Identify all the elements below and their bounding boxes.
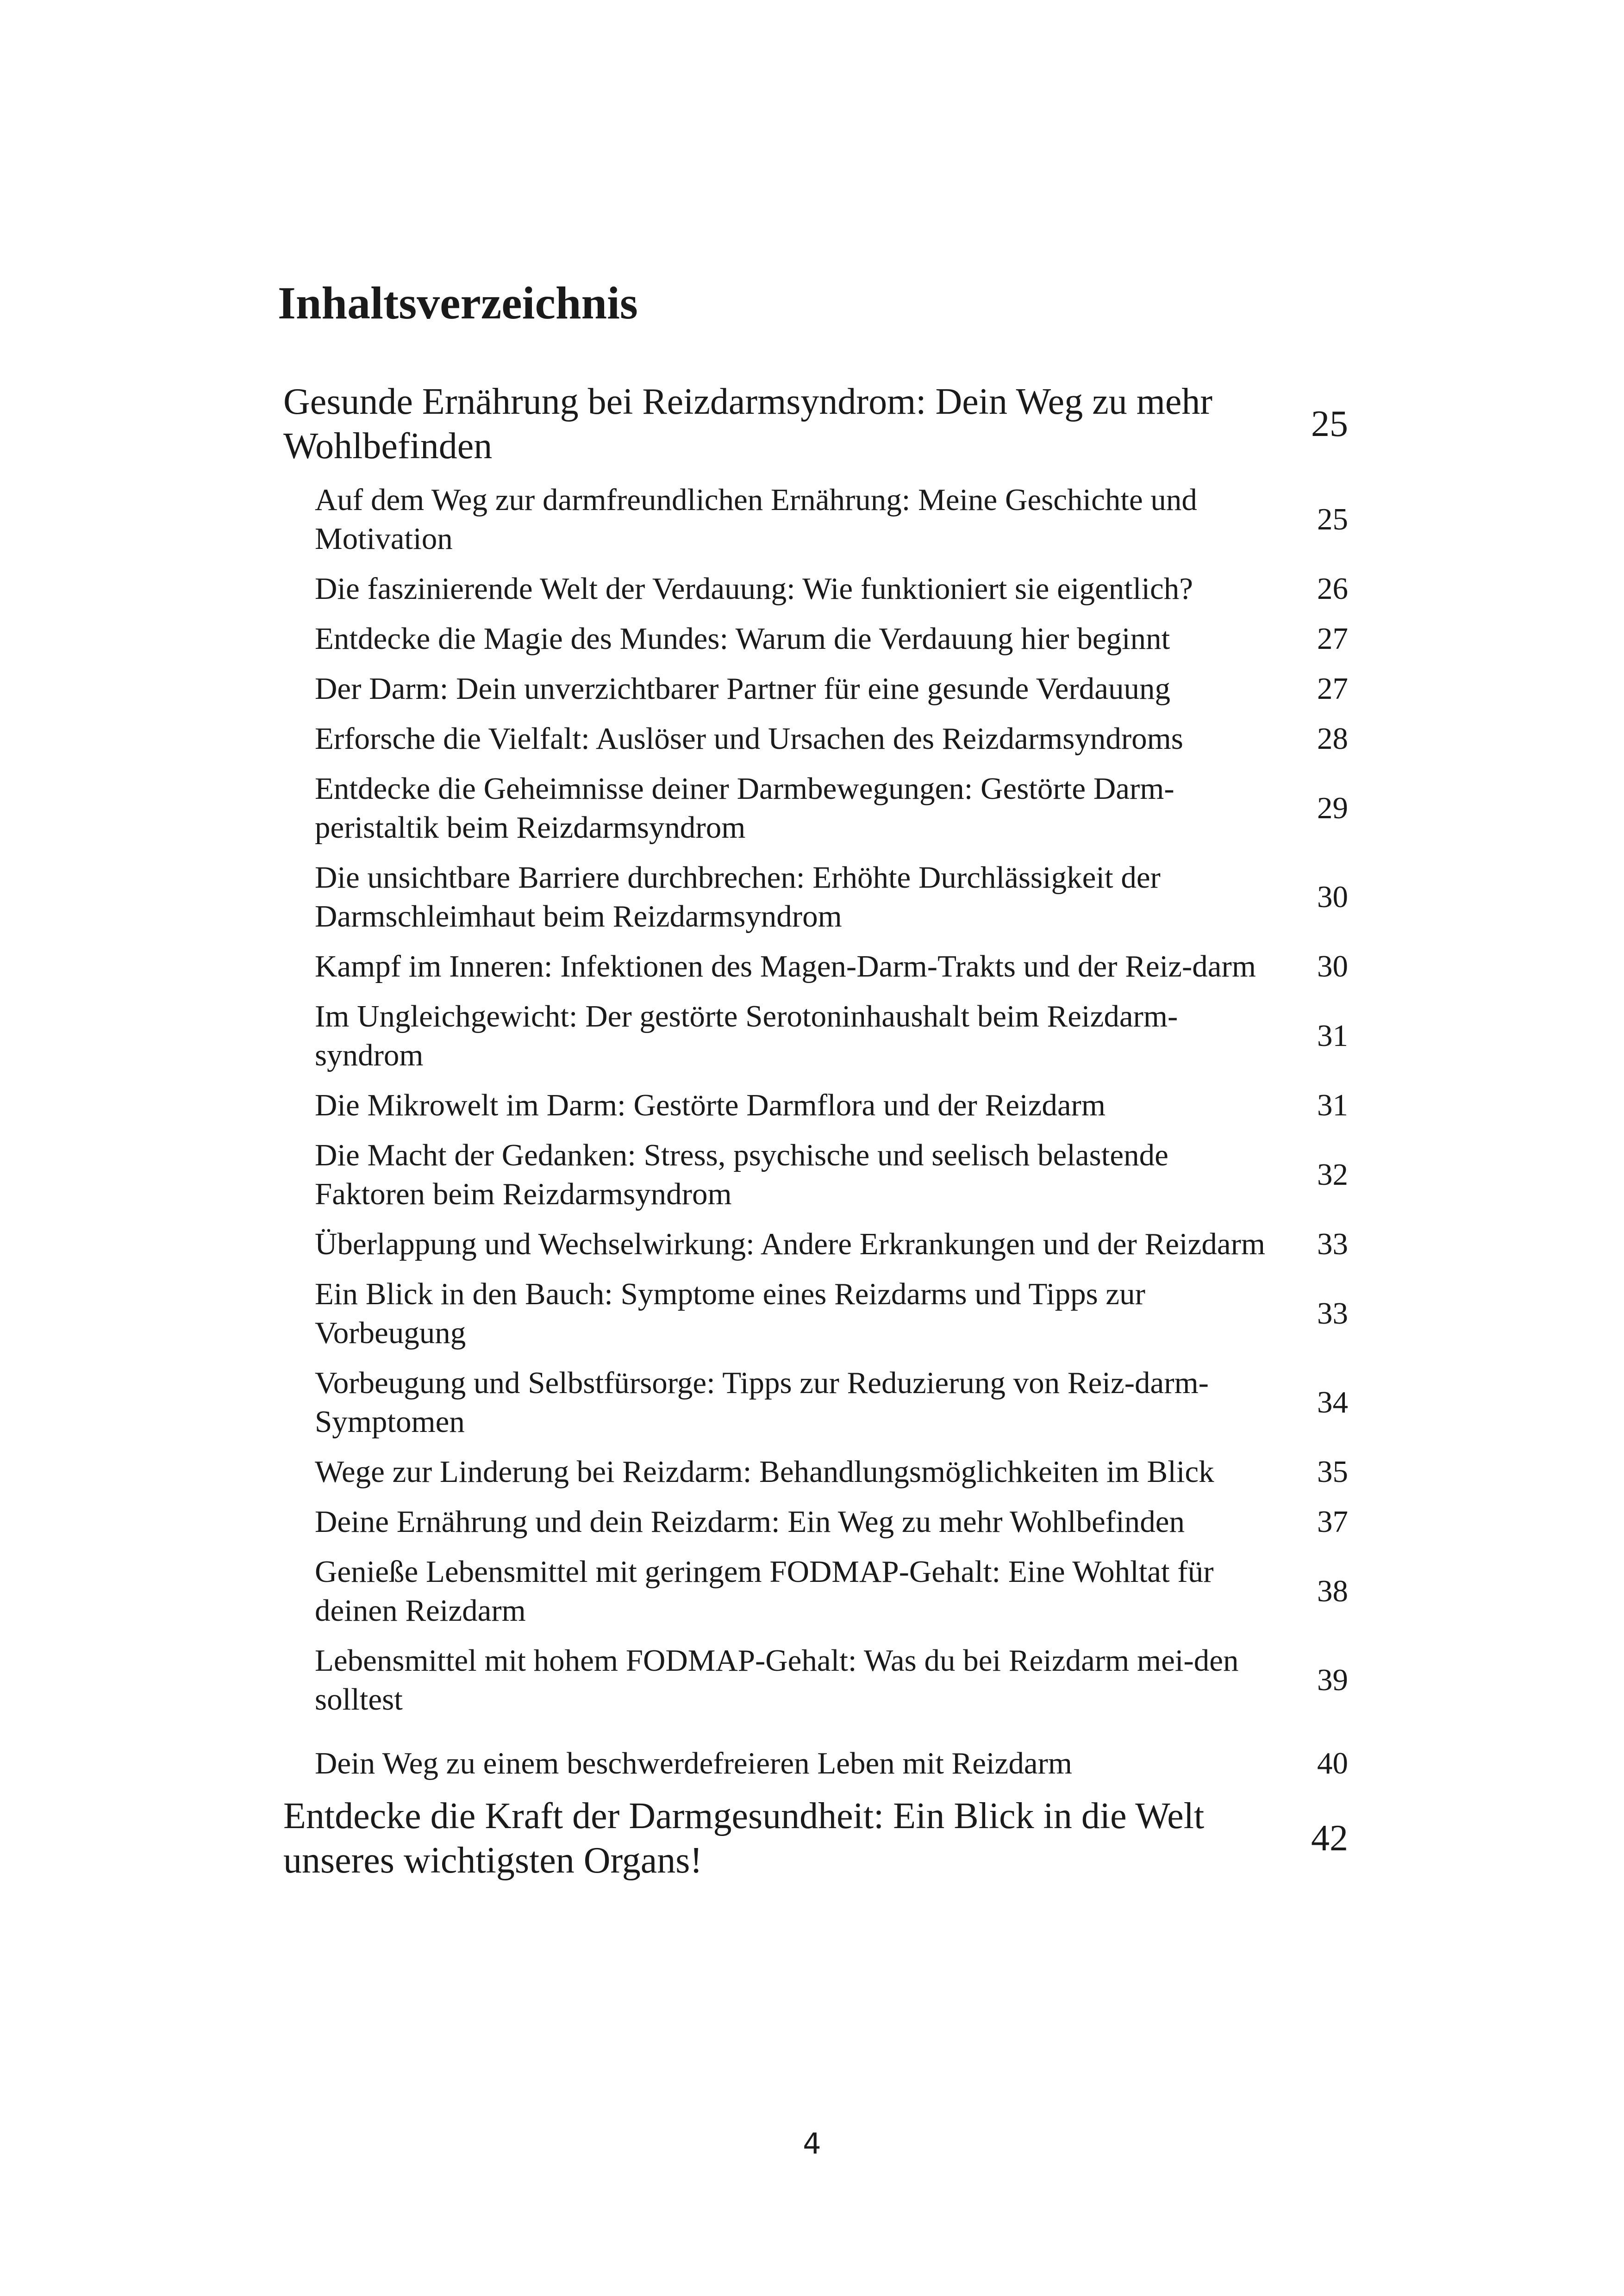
toc-entry-title: Entdecke die Magie des Mundes: Warum die Verdauung hier beginnt xyxy=(315,622,1170,656)
toc-entry-page: 35 xyxy=(1317,1455,1348,1489)
toc-entry-title: Lebensmittel mit hohem FODMAP-Gehalt: Was du bei Reizdarm mei-den solltest xyxy=(315,1643,1239,1717)
toc-entry-page: 28 xyxy=(1317,722,1348,756)
toc-entry-title: Auf dem Weg zur darmfreundlichen Ernährung: Meine Geschichte und Motivation xyxy=(315,483,1197,556)
toc-entry-title: Die Mikrowelt im Darm: Gestörte Darmflora und der Reizdarm xyxy=(315,1088,1106,1122)
toc-entry-page: 25 xyxy=(1311,404,1348,444)
toc-entry-title: Kampf im Inneren: Infektionen des Magen-Darm-Trakts und der Reiz-darm xyxy=(315,949,1256,983)
toc-entry-page: 42 xyxy=(1311,1818,1348,1859)
toc-entry-page: 25 xyxy=(1317,502,1348,536)
toc-entry-page: 38 xyxy=(1317,1574,1348,1608)
toc-chapter-entry[interactable] xyxy=(283,1363,1348,1441)
toc-entry-title: Der Darm: Dein unverzichtbarer Partner für eine gesunde Verdauung xyxy=(315,672,1170,706)
toc-entry-title: Wege zur Linderung bei Reizdarm: Behandlungsmöglichkeiten im Blick xyxy=(315,1455,1214,1489)
toc-chapter-entry[interactable] xyxy=(283,480,1348,558)
toc-entry-page: 31 xyxy=(1317,1088,1348,1122)
toc-chapter-entry[interactable] xyxy=(283,997,1348,1075)
toc-chapter-entry[interactable] xyxy=(283,619,1348,658)
toc-chapter-entry[interactable] xyxy=(283,1225,1348,1263)
toc-entry-title: Dein Weg zu einem beschwerdefreieren Leben mit Reizdarm xyxy=(315,1746,1073,1780)
toc-chapter-entry[interactable] xyxy=(283,947,1348,986)
toc-entry-title: Genieße Lebensmittel mit geringem FODMAP-Gehalt: Eine Wohltat für deinen Reizdarm xyxy=(315,1555,1214,1628)
toc-entry-title: Vorbeugung und Selbstfürsorge: Tipps zur Reduzierung von Reiz-darm-Symptomen xyxy=(315,1366,1209,1439)
toc-entry-page: 30 xyxy=(1317,949,1348,983)
toc-entry-title: Überlappung und Wechselwirkung: Andere Erkrankungen und der Reizdarm xyxy=(315,1227,1266,1261)
toc-chapter-entry[interactable] xyxy=(283,569,1348,608)
toc-part-entry[interactable] xyxy=(283,1794,1348,1883)
toc-entry-title: Die unsichtbare Barriere durchbrechen: Erhöhte Durchlässigkeit der Darmschleimhaut beim Reizdarmsyndrom xyxy=(315,860,1161,933)
page-number: 4 xyxy=(803,2127,821,2160)
toc-chapter-entry[interactable] xyxy=(283,1641,1348,1719)
toc-chapter-entry[interactable] xyxy=(283,769,1348,847)
toc-entry-page: 27 xyxy=(1317,672,1348,706)
toc-entry-page: 40 xyxy=(1317,1746,1348,1780)
toc-spacer xyxy=(283,1730,1348,1744)
toc-entry-title: Gesunde Ernährung bei Reizdarmsyndrom: Dein Weg zu mehr Wohlbefinden xyxy=(283,381,1213,467)
toc-entry-page: 26 xyxy=(1317,572,1348,606)
toc-entry-title: Deine Ernährung und dein Reizdarm: Ein Weg zu mehr Wohlbefinden xyxy=(315,1505,1185,1539)
toc-entry-page: 30 xyxy=(1317,880,1348,914)
toc-entry-page: 33 xyxy=(1317,1227,1348,1261)
toc-entry-title: Ein Blick in den Bauch: Symptome eines Reizdarms und Tipps zur Vorbeugung xyxy=(315,1277,1145,1350)
table-of-contents xyxy=(283,380,1348,1883)
toc-entry-title: Erforsche die Vielfalt: Auslöser und Ursachen des Reizdarmsyndroms xyxy=(315,722,1183,756)
toc-chapter-entry[interactable] xyxy=(283,1502,1348,1541)
toc-entry-page: 33 xyxy=(1317,1296,1348,1331)
toc-entry-page: 32 xyxy=(1317,1157,1348,1192)
toc-chapter-entry[interactable] xyxy=(283,1744,1348,1783)
toc-entry-title: Die Macht der Gedanken: Stress, psychische und seelisch belastende Faktoren beim Reizdarmsyndrom xyxy=(315,1138,1168,1211)
toc-chapter-entry[interactable] xyxy=(283,669,1348,708)
toc-chapter-entry[interactable] xyxy=(283,858,1348,936)
toc-chapter-entry[interactable] xyxy=(283,719,1348,758)
toc-entry-title: Die faszinierende Welt der Verdauung: Wie funktioniert sie eigentlich? xyxy=(315,572,1193,606)
toc-chapter-entry[interactable] xyxy=(283,1136,1348,1213)
toc-entry-page: 27 xyxy=(1317,622,1348,656)
toc-entry-page: 39 xyxy=(1317,1663,1348,1697)
toc-entry-title: Entdecke die Geheimnisse deiner Darmbewegungen: Gestörte Darm-peristaltik beim Reizdarmsyndrom xyxy=(315,772,1174,845)
toc-chapter-entry[interactable] xyxy=(283,1452,1348,1491)
toc-entry-page: 31 xyxy=(1317,1019,1348,1053)
toc-chapter-entry[interactable] xyxy=(283,1275,1348,1352)
toc-entry-title: Entdecke die Kraft der Darmgesundheit: Ein Blick in die Welt unseres wichtigsten Organs! xyxy=(283,1796,1205,1881)
toc-entry-title: Im Ungleichgewicht: Der gestörte Serotoninhaushalt beim Reizdarm-syndrom xyxy=(315,999,1178,1072)
toc-part-entry[interactable] xyxy=(283,380,1348,468)
toc-entry-page: 37 xyxy=(1317,1505,1348,1539)
toc-entry-page: 34 xyxy=(1317,1385,1348,1419)
toc-heading: Inhaltsverzeichnis xyxy=(278,277,638,329)
toc-chapter-list xyxy=(283,480,1348,1783)
toc-chapter-entry[interactable] xyxy=(283,1552,1348,1630)
toc-entry-page: 29 xyxy=(1317,791,1348,825)
toc-chapter-entry[interactable] xyxy=(283,1086,1348,1125)
